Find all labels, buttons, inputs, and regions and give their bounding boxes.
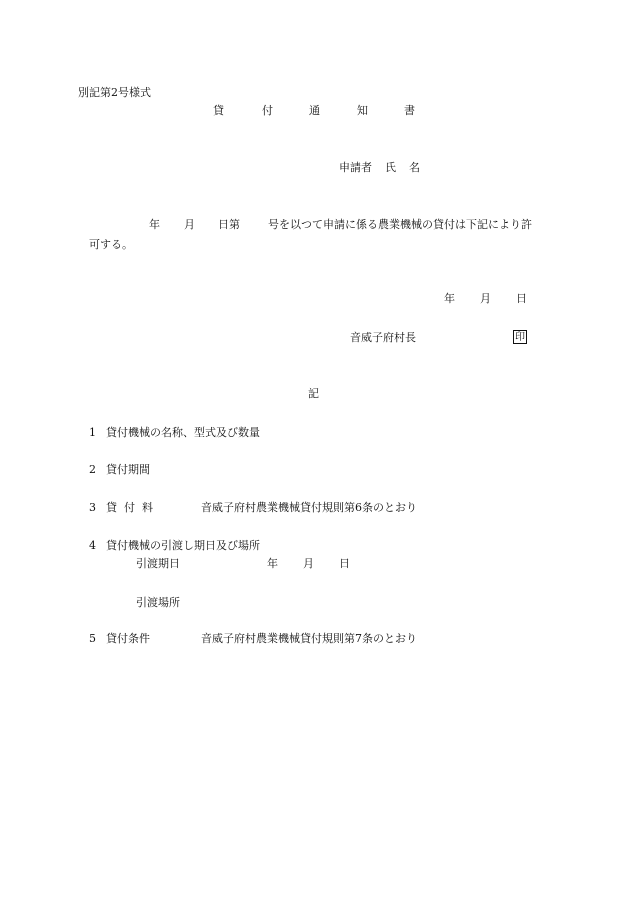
- handover-year: 年: [267, 557, 278, 570]
- item-number: 5: [89, 632, 96, 645]
- title-char: 通: [309, 104, 320, 117]
- issuer-name: 音威子府村長: [350, 331, 416, 344]
- ki-heading: 記: [308, 387, 319, 400]
- date-month: 月: [480, 292, 491, 305]
- handover-month: 月: [303, 557, 314, 570]
- item-label: 貸付機械の引渡し期日及び場所: [106, 539, 260, 552]
- item-label: 貸 付 料: [106, 501, 153, 514]
- item-value: 音威子府村農業機械貸付規則第7条のとおり: [201, 632, 417, 645]
- applicant-label: 申請者: [339, 161, 372, 174]
- item-number: 2: [89, 463, 96, 476]
- item-label: 貸付機械の名称、型式及び数量: [106, 426, 260, 439]
- title-char: 書: [404, 104, 415, 117]
- body-text-line1: 号を以つて申請に係る農業機械の貸付は下記により許: [268, 218, 532, 231]
- date-day: 日: [516, 292, 527, 305]
- handover-place-label: 引渡場所: [136, 596, 180, 609]
- item-value: 音威子府村農業機械貸付規則第6条のとおり: [201, 501, 417, 514]
- body-text-line2: 可する。: [89, 238, 133, 251]
- form-label: 別記第2号様式: [78, 86, 151, 99]
- date-year: 年: [444, 292, 455, 305]
- title-char: 知: [357, 104, 368, 117]
- body-day-no: 日第: [218, 218, 240, 231]
- body-year: 年: [149, 218, 160, 231]
- title-char: 貸: [213, 104, 224, 117]
- body-month: 月: [184, 218, 195, 231]
- applicant-name-char: 名: [409, 161, 420, 174]
- title-char: 付: [262, 104, 273, 117]
- handover-date-label: 引渡期日: [136, 557, 180, 570]
- seal-mark: 印: [515, 332, 525, 343]
- item-number: 1: [89, 426, 96, 439]
- applicant-name-char: 氏: [385, 161, 396, 174]
- item-label: 貸付期間: [106, 463, 150, 476]
- item-number: 3: [89, 501, 96, 514]
- handover-day: 日: [339, 557, 350, 570]
- item-number: 4: [89, 539, 96, 552]
- item-label: 貸付条件: [106, 632, 150, 645]
